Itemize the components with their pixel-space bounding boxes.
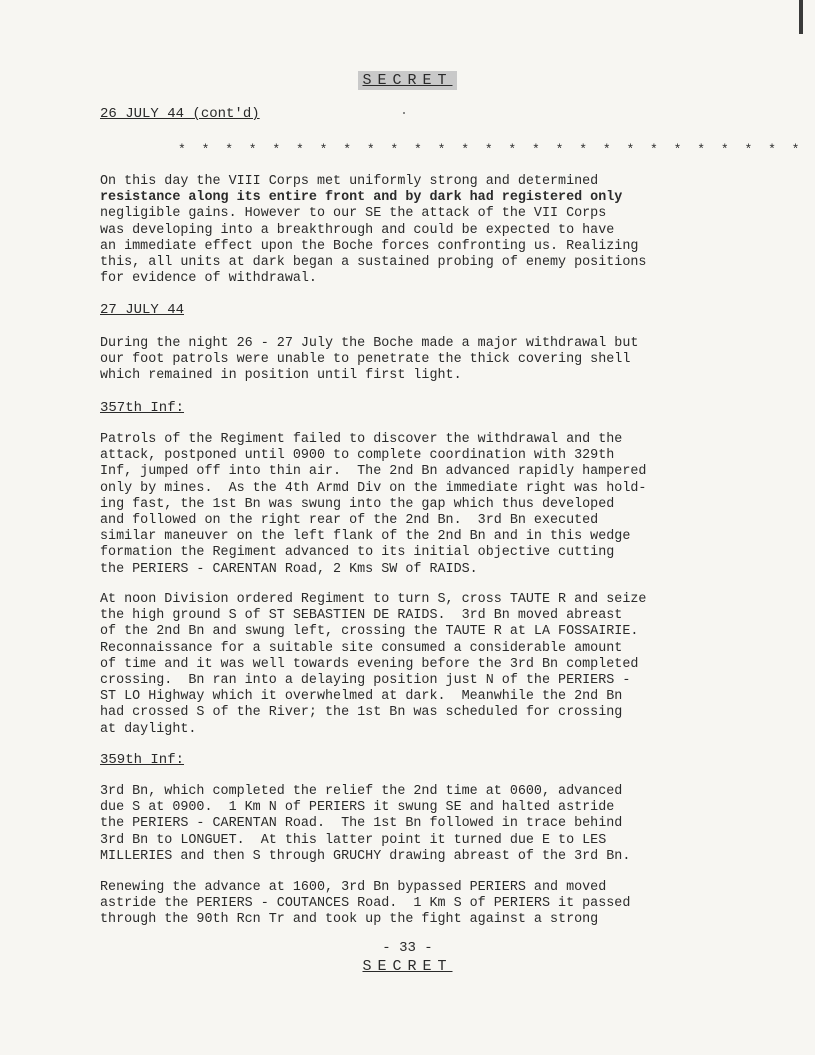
text-line: an immediate effect upon the Boche forces confronting us. Realizing: [100, 238, 639, 254]
text-line: During the night 26 - 27 July the Boche made a major withdrawal but: [100, 336, 639, 351]
text-line: this, all units at dark began a sustained probing of enemy positions: [100, 255, 647, 271]
paragraph-night-withdrawal: [100, 336, 760, 385]
paragraph-renewing-advance: [100, 880, 760, 929]
text-line: of the 2nd Bn and swung left, crossing the TAUTE R at LA FOSSAIRIE.: [100, 624, 639, 640]
text-line: the high ground S of ST SEBASTIEN DE RAIDS. 3rd Bn moved abreast: [100, 608, 623, 624]
text-line: Renewing the advance at 1600, 3rd Bn bypassed PERIERS and moved: [100, 880, 607, 895]
text-line: of time and it was well towards evening before the 3rd Bn completed: [100, 656, 639, 672]
text-line: our foot patrols were unable to penetrate the thick covering shell: [100, 352, 631, 368]
text-line: negligible gains. However to our SE the attack of the VII Corps: [100, 206, 607, 222]
section-heading-26-july: 26 JULY 44 (cont'd): [100, 106, 260, 122]
text-line: at daylight.: [100, 721, 197, 737]
classification-header: [0, 72, 815, 89]
text-line: crossing. Bn ran into a delaying position just N of the PERIERS -: [100, 673, 631, 689]
text-line: which remained in position until first light.: [100, 368, 462, 384]
text-line: due S at 0900. 1 Km N of PERIERS it swung SE and halted astride: [100, 800, 615, 816]
text-line: 3rd Bn to LONGUET. At this latter point it turned due E to LES: [100, 832, 607, 848]
text-line: ing fast, the 1st Bn was swung into the gap which thus developed: [100, 496, 615, 512]
text-line: At noon Division ordered Regiment to turn S, cross TAUTE R and seize: [100, 592, 647, 607]
section-heading-357th-inf: 357th Inf:: [100, 400, 185, 416]
paragraph-359th-relief: [100, 784, 760, 865]
text-line: Patrols of the Regiment failed to discover the withdrawal and the: [100, 432, 623, 447]
text-line: Inf, jumped off into thin air. The 2nd Bn advanced rapidly hampered: [100, 464, 647, 480]
text-line: the PERIERS - CARENTAN Road. The 1st Bn followed in trace behind: [100, 816, 623, 832]
text-line: MILLERIES and then S through GRUCHY drawing abreast of the 3rd Bn.: [100, 848, 631, 864]
scan-speck: [403, 112, 405, 114]
scan-edge-mark: [799, 0, 803, 34]
text-line: for evidence of withdrawal.: [100, 271, 317, 287]
classification-header-text: SECRET: [358, 71, 456, 90]
text-line: and followed on the right rear of the 2nd Bn. 3rd Bn executed: [100, 513, 599, 529]
text-line: had crossed S of the River; the 1st Bn was scheduled for crossing: [100, 705, 623, 721]
paragraph-noon-orders: [100, 592, 760, 738]
section-heading-27-july: 27 JULY 44: [100, 302, 185, 318]
paragraph-357th-patrols: [100, 432, 760, 578]
section-heading-359th-inf: 359th Inf:: [100, 752, 185, 768]
text-line: resistance along its entire front and by dark had registered only: [100, 190, 623, 206]
text-line: formation the Regiment advanced to its initial objective cutting: [100, 545, 615, 561]
text-line: astride the PERIERS - COUTANCES Road. 1 Km S of PERIERS it passed: [100, 896, 631, 912]
separator-stars: * * * * * * * * * * * * * * * * * * * * * * * * * * *: [178, 142, 804, 157]
text-line: was developing into a breakthrough and could be expected to have: [100, 222, 615, 238]
text-line: through the 90th Rcn Tr and took up the fight against a strong: [100, 912, 599, 928]
text-line: ST LO Highway which it overwhelmed at dark. Meanwhile the 2nd Bn: [100, 689, 623, 705]
text-line: 3rd Bn, which completed the relief the 2nd time at 0600, advanced: [100, 784, 623, 799]
classification-footer: SECRET: [362, 958, 453, 975]
text-line: Reconnaissance for a suitable site consumed a considerable amount: [100, 640, 623, 656]
text-line: On this day the VIII Corps met uniformly strong and determined: [100, 174, 599, 189]
text-line: similar maneuver on the left flank of the 2nd Bn and in this wedge: [100, 529, 631, 545]
text-line: the PERIERS - CARENTAN Road, 2 Kms SW of RAIDS.: [100, 561, 478, 577]
page-number: - 33 -: [382, 940, 433, 956]
text-line: only by mines. As the 4th Armd Div on the immediate right was hold-: [100, 480, 647, 496]
text-line: attack, postponed until 0900 to complete coordination with 329th: [100, 448, 615, 464]
paragraph-viii-corps: [100, 174, 760, 287]
